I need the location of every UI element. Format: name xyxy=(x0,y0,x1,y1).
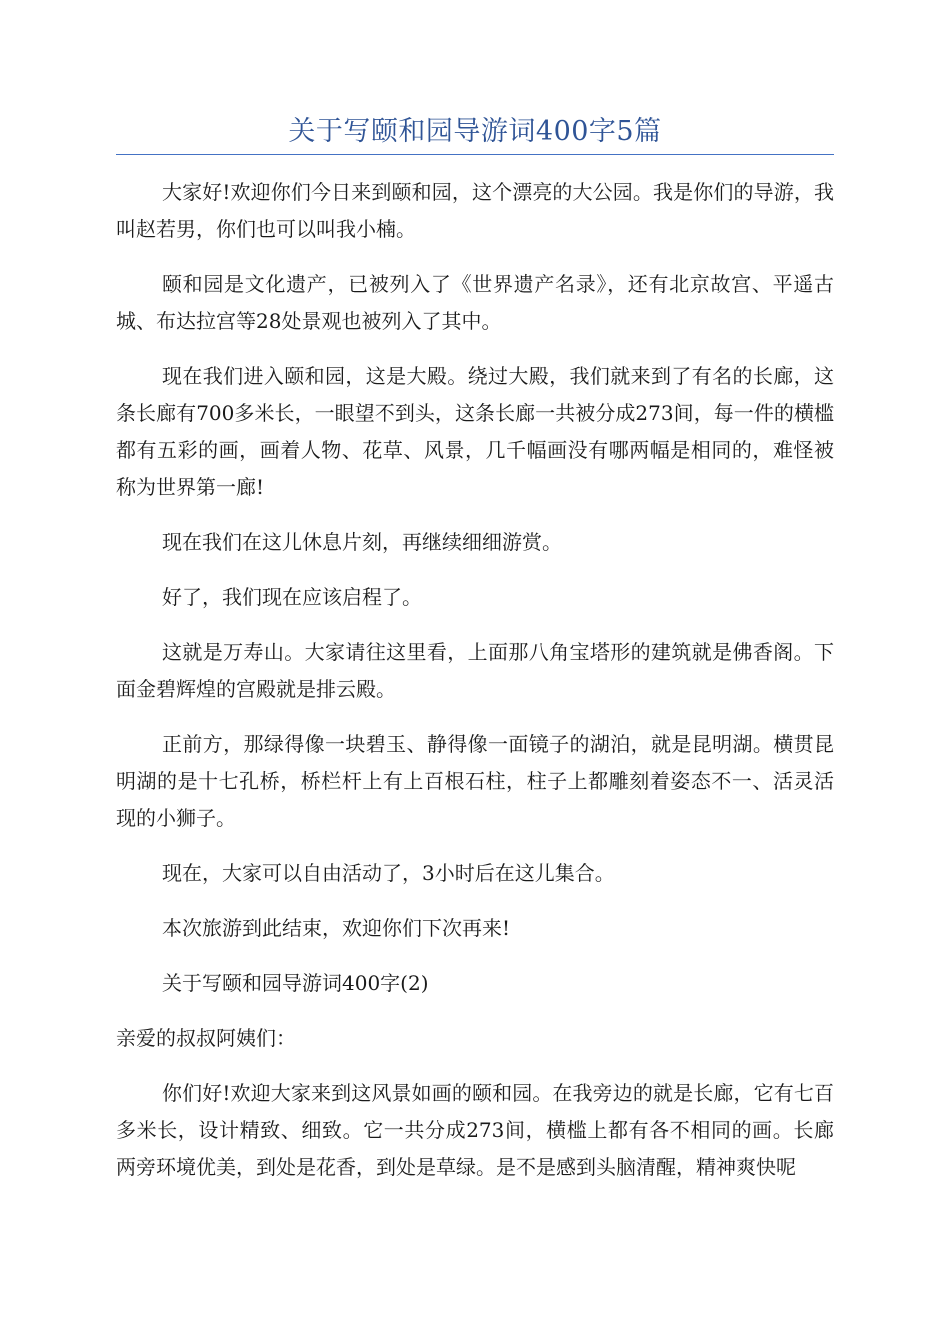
paragraph: 大家好!欢迎你们今日来到颐和园，这个漂亮的大公园。我是你们的导游，我叫赵若男，你们也可以叫我小楠。 xyxy=(116,180,834,241)
title-underline xyxy=(116,154,834,155)
document-title: 关于写颐和园导游词400字5篇 xyxy=(288,116,662,147)
section-heading: 关于写颐和园导游词400字(2) xyxy=(162,971,429,995)
paragraph: 现在，大家可以自由活动了，3小时后在这儿集合。 xyxy=(162,861,615,885)
paragraph: 这就是万寿山。大家请往这里看，上面那八角宝塔形的建筑就是佛香阁。下面金碧辉煌的宫殿就是排云殿。 xyxy=(116,640,834,701)
paragraph: 你们好!欢迎大家来到这风景如画的颐和园。在我旁边的就是长廊，它有七百多米长，设计精致、细致。它一共分成273间，横槛上都有各不相同的画。长廊两旁环境优美，到处是花香，到处是草绿。是不是感到头脑清醒，精神爽快呢 xyxy=(116,1081,834,1179)
paragraph: 本次旅游到此结束，欢迎你们下次再来! xyxy=(162,916,511,940)
paragraph: 好了，我们现在应该启程了。 xyxy=(162,585,422,609)
paragraph: 颐和园是文化遗产，已被列入了《世界遗产名录》，还有北京故宫、平遥古城、布达拉宫等28处景观也被列入了其中。 xyxy=(116,272,834,333)
paragraph: 正前方，那绿得像一块碧玉、静得像一面镜子的湖泊，就是昆明湖。横贯昆明湖的是十七孔桥，桥栏杆上有上百根石柱，柱子上都雕刻着姿态不一、活灵活现的小狮子。 xyxy=(116,732,834,830)
paragraph: 现在我们在这儿休息片刻，再继续细细游赏。 xyxy=(162,530,562,554)
document-body xyxy=(116,174,834,1204)
paragraph: 现在我们进入颐和园，这是大殿。绕过大殿，我们就来到了有名的长廊，这条长廊有700多米长，一眼望不到头，这条长廊一共被分成273间，每一件的横槛都有五彩的画，画着人物、花草、风景，几千幅画没有哪两幅是相同的，难怪被称为世界第一廊! xyxy=(116,364,834,499)
salutation: 亲爱的叔叔阿姨们： xyxy=(116,1026,296,1050)
